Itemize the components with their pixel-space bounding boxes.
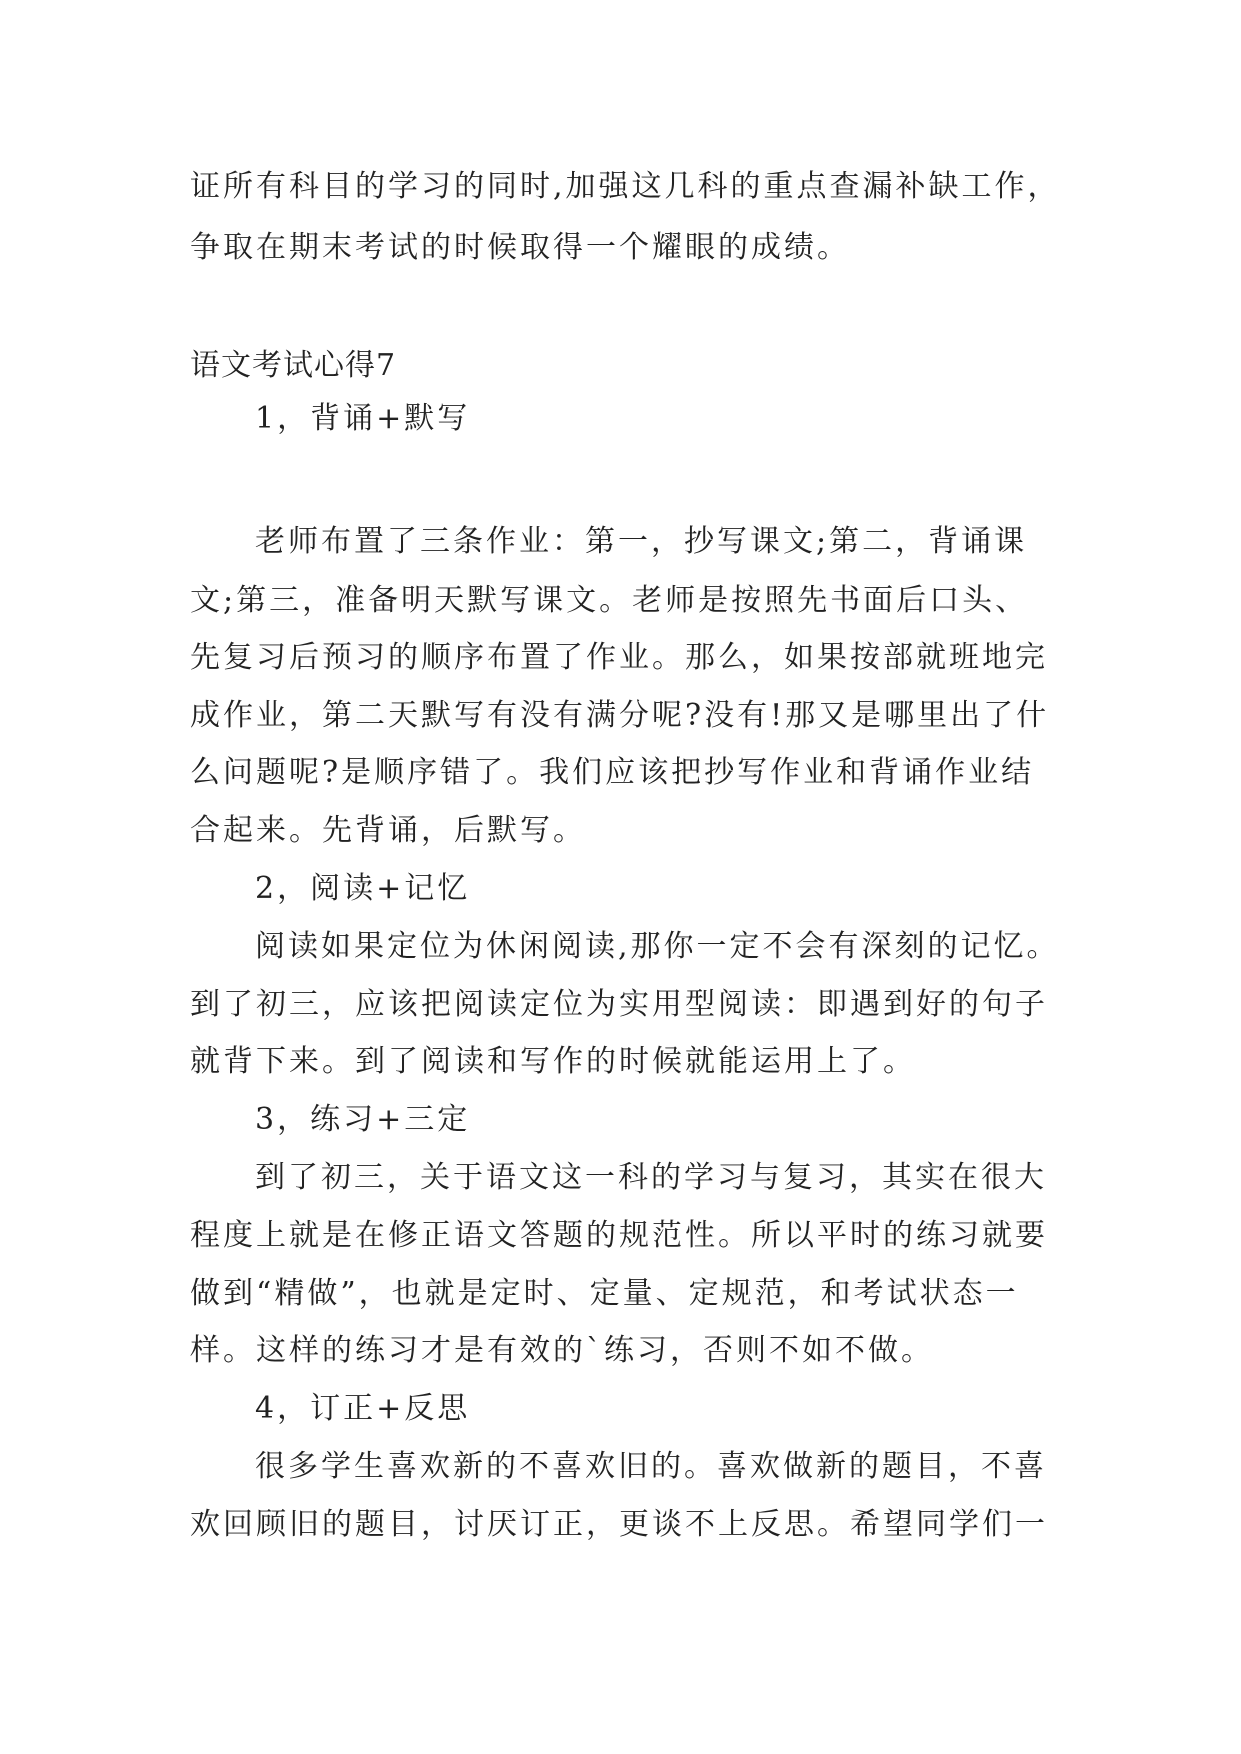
item-1-heading: 1，背诵+默写 [255,401,471,436]
item-1-line-1: 老师布置了三条作业：第一，抄写课文;第二，背诵课 [255,524,1028,559]
item-1-line-2: 文;第三，准备明天默写课文。老师是按照先书面后口头、 [190,583,1029,618]
intro-line-2: 争取在期末考试的时候取得一个耀眼的成绩。 [190,230,850,265]
item-4-line-2: 欢回顾旧的题目，讨厌订正，更谈不上反思。希望同学们一 [190,1507,1048,1542]
item-1-line-4: 成作业，第二天默写有没有满分呢?没有!那又是哪里出了什 [190,698,1050,733]
item-1-line-3: 先复习后预习的顺序布置了作业。那么，如果按部就班地完 [190,640,1048,675]
item-3-heading: 3，练习+三定 [255,1102,471,1137]
intro-line-1: 证所有科目的学习的同时,加强这几科的重点查漏补缺工作， [190,169,1061,204]
item-1-line-5: 么问题呢?是顺序错了。我们应该把抄写作业和背诵作业结 [190,755,1035,790]
item-4-line-1: 很多学生喜欢新的不喜欢旧的。喜欢做新的题目，不喜 [255,1449,1047,1484]
item-2-line-3: 就背下来。到了阅读和写作的时候就能运用上了。 [190,1044,916,1079]
item-3-line-1: 到了初三，关于语文这一科的学习与复习，其实在很大 [255,1160,1047,1195]
item-2-line-2: 到了初三，应该把阅读定位为实用型阅读：即遇到好的句子 [190,987,1048,1022]
item-4-heading: 4，订正+反思 [255,1391,471,1426]
item-1-line-6: 合起来。先背诵，后默写。 [190,813,586,848]
section-title: 语文考试心得7 [190,348,397,383]
item-3-line-2: 程度上就是在修正语文答题的规范性。所以平时的练习就要 [190,1218,1048,1253]
item-2-line-1: 阅读如果定位为休闲阅读,那你一定不会有深刻的记忆。 [255,929,1060,964]
item-2-heading: 2，阅读+记忆 [255,871,471,906]
item-3-line-4: 样。这样的练习才是有效的`练习，否则不如不做。 [190,1333,934,1368]
item-3-line-3: 做到“精做”，也就是定时、定量、定规范，和考试状态一 [190,1276,1019,1311]
